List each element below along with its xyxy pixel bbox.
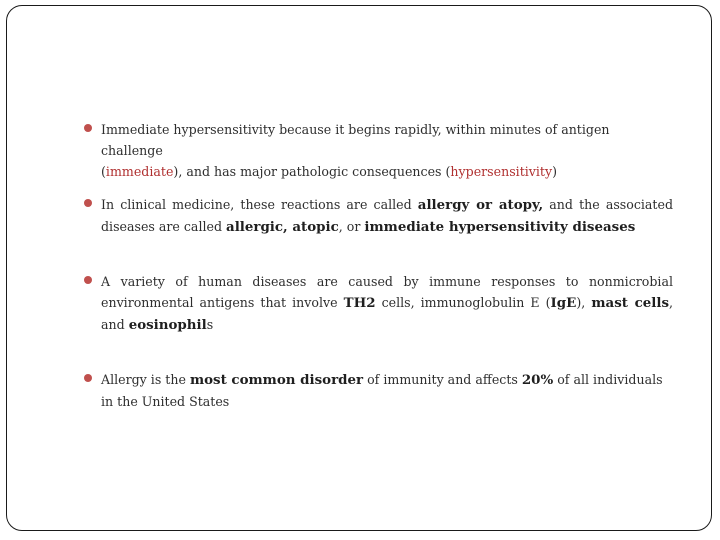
emphasis-eosinophils: eosinophil [128,317,207,333]
bullet-text-line: A variety of human diseases are caused by immune responses to nonmicrobial [101,274,673,289]
emphasis-mast-cells: mast cells [591,295,669,311]
emphasis-immediate-hypersensitivity-diseases: immediate hypersensitivity diseases [364,219,636,235]
bullet-text-line: and eosinophils [101,317,214,333]
bullet-item [101,369,673,412]
emphasis-ige: IgE [550,295,577,311]
emphasis-allergy-atopy: allergy or atopy, [417,197,544,213]
bullet-dot-icon [84,276,92,284]
emphasis-hypersensitivity: hypersensitivity [450,164,553,179]
bullet-text-line: Allergy is the most common disorder of immunity and affects 20% of all individuals [101,372,663,388]
bullet-item [101,119,673,182]
emphasis-allergic-atopic: allergic, atopic [226,219,339,235]
bullet-dot-icon [84,124,92,132]
bullet-text-line: in the United States [101,394,230,409]
bullet-dot-icon [84,374,92,382]
bullet-item [101,271,673,336]
emphasis-most-common-disorder: most common disorder [189,372,364,388]
bullet-item [101,194,673,238]
emphasis-th2: TH2 [343,295,376,311]
bullet-dot-icon [84,199,92,207]
bullet-text-line: diseases are called allergic, atopic, or immediate hypersensitivity diseases [101,219,636,235]
bullet-text-line: Immediate hypersensitivity because it begins rapidly, within minutes of antigen challenge [101,122,610,158]
emphasis-twenty-percent: 20% [521,372,554,388]
bullet-text-line: In clinical medicine, these reactions are called allergy or atopy, and the associated [101,197,674,213]
emphasis-immediate: immediate [105,164,174,179]
bullet-text-line: (immediate), and has major pathologic consequences (hypersensitivity) [101,164,558,179]
bullet-text-line: environmental antigens that involve TH2 cells, immunoglobulin E (IgE), mast cells, [101,295,674,311]
